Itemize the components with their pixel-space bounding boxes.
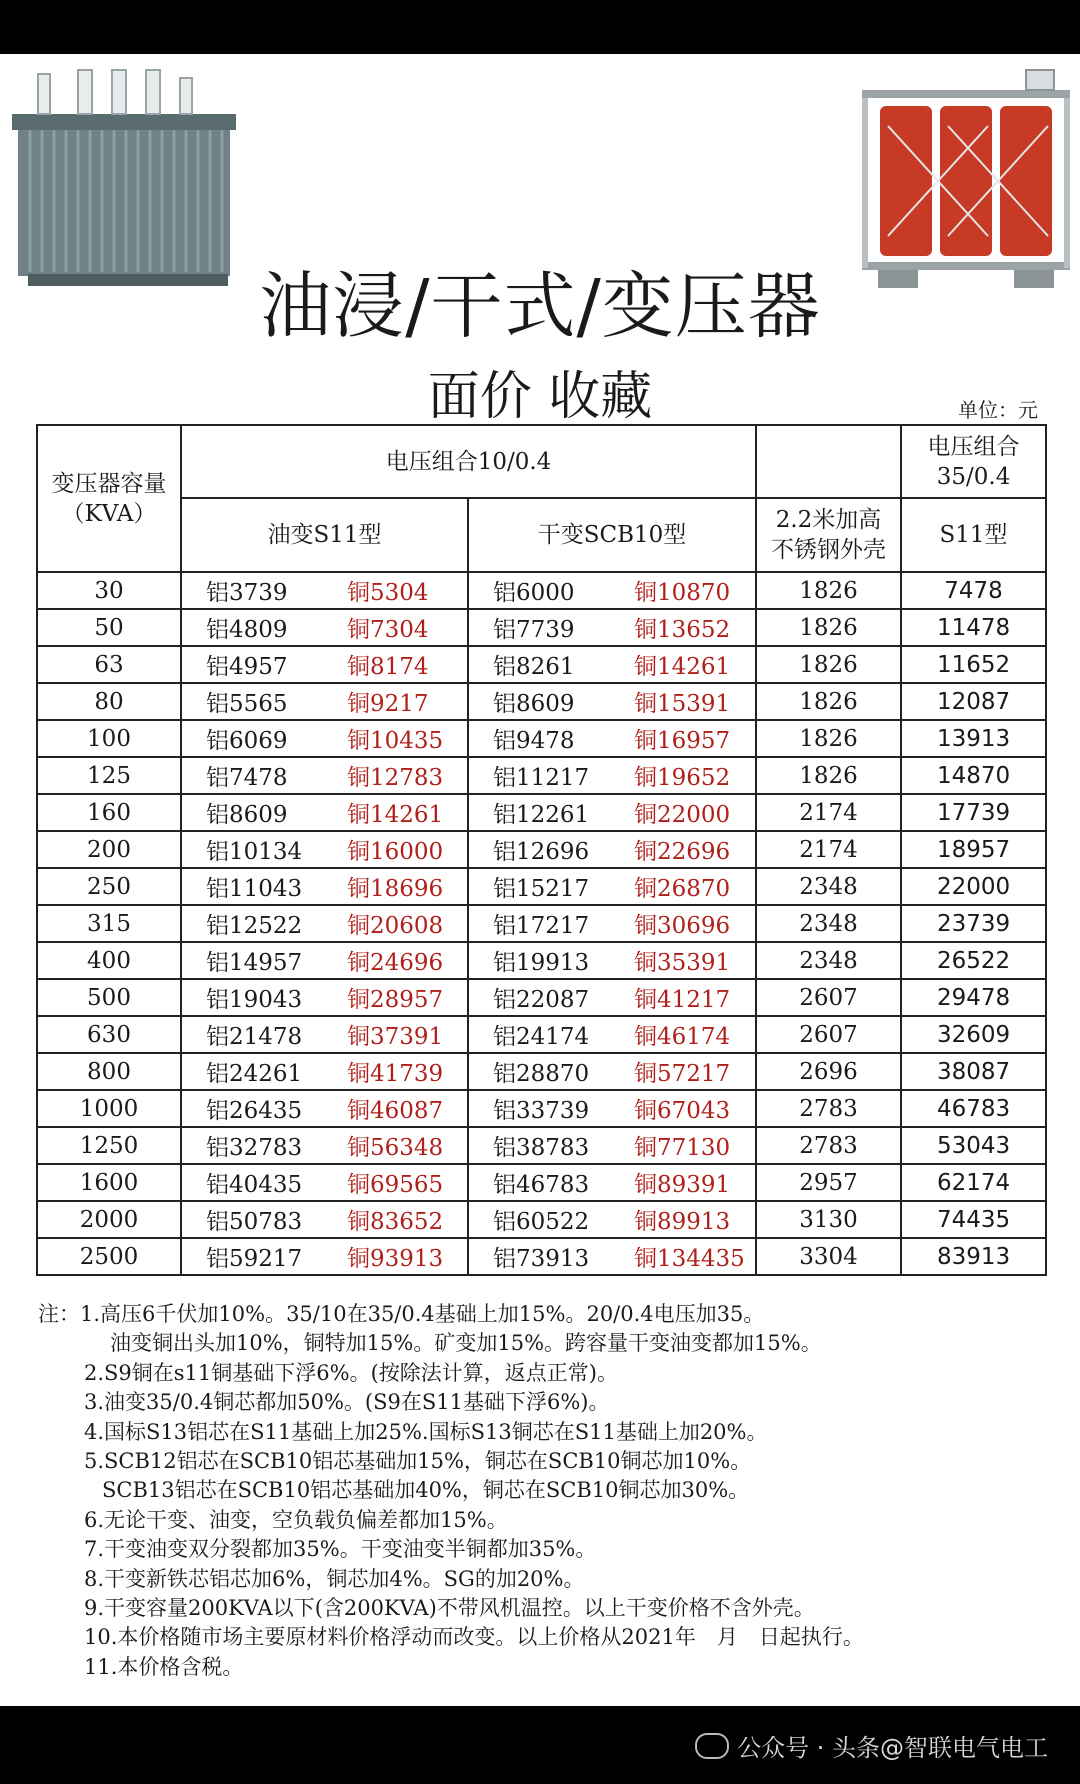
dry-copper-cell: 铜15391 bbox=[612, 683, 756, 720]
capacity-cell: 630 bbox=[37, 1016, 181, 1053]
s11-35-price-cell: 12087 bbox=[901, 683, 1046, 720]
table-row bbox=[37, 1201, 1046, 1238]
notes-section bbox=[38, 1300, 1048, 1682]
table-row bbox=[37, 831, 1046, 868]
dry-aluminum-cell: 铝33739 bbox=[468, 1090, 612, 1127]
dry-aluminum-cell: 铝12261 bbox=[468, 794, 612, 831]
dry-copper-cell: 铜22000 bbox=[612, 794, 756, 831]
oil-aluminum-cell: 铝4957 bbox=[181, 646, 325, 683]
oil-copper-cell: 铜83652 bbox=[325, 1201, 468, 1238]
capacity-cell: 400 bbox=[37, 942, 181, 979]
shell-price-cell: 3304 bbox=[756, 1238, 901, 1275]
capacity-cell: 2500 bbox=[37, 1238, 181, 1275]
shell-price-cell: 2348 bbox=[756, 905, 901, 942]
dry-copper-cell: 铜67043 bbox=[612, 1090, 756, 1127]
note-line: 2.S9铜在s11铜基础下浮6%。(按除法计算，返点正常)。 bbox=[84, 1360, 618, 1385]
dry-copper-cell: 铜46174 bbox=[612, 1016, 756, 1053]
shell-price-cell: 2783 bbox=[756, 1090, 901, 1127]
dry-transformer-image bbox=[858, 66, 1074, 290]
capacity-cell: 250 bbox=[37, 868, 181, 905]
oil-aluminum-cell: 铝26435 bbox=[181, 1090, 325, 1127]
oil-copper-cell: 铜10435 bbox=[325, 720, 468, 757]
dry-aluminum-cell: 铝7739 bbox=[468, 609, 612, 646]
s11-35-price-cell: 32609 bbox=[901, 1016, 1046, 1053]
oil-aluminum-cell: 铝32783 bbox=[181, 1127, 325, 1164]
note-line: 7.干变油变双分裂都加35%。干变油变半铜都加35%。 bbox=[84, 1537, 597, 1562]
dry-copper-cell: 铜19652 bbox=[612, 757, 756, 794]
s11-35-price-cell: 14870 bbox=[901, 757, 1046, 794]
dry-copper-cell: 铜89913 bbox=[612, 1201, 756, 1238]
dry-aluminum-cell: 铝12696 bbox=[468, 831, 612, 868]
s11-35-price-cell: 38087 bbox=[901, 1053, 1046, 1090]
header-steel-shell: 2.2米加高不锈钢外壳 bbox=[756, 498, 901, 572]
header-empty bbox=[756, 425, 901, 498]
dry-aluminum-cell: 铝9478 bbox=[468, 720, 612, 757]
dry-copper-cell: 铜89391 bbox=[612, 1164, 756, 1201]
dry-copper-cell: 铜13652 bbox=[612, 609, 756, 646]
s11-35-price-cell: 53043 bbox=[901, 1127, 1046, 1164]
table-row bbox=[37, 1053, 1046, 1090]
shell-price-cell: 2174 bbox=[756, 794, 901, 831]
capacity-cell: 1600 bbox=[37, 1164, 181, 1201]
note-line: SCB13铝芯在SCB10铝芯基础加40%，铜芯在SCB10铜芯加30%。 bbox=[102, 1478, 750, 1503]
table-row bbox=[37, 905, 1046, 942]
note-line: 6.无论干变、油变，空负载负偏差都加15%。 bbox=[84, 1507, 508, 1532]
shell-price-cell: 1826 bbox=[756, 572, 901, 609]
s11-35-price-cell: 23739 bbox=[901, 905, 1046, 942]
oil-aluminum-cell: 铝4809 bbox=[181, 609, 325, 646]
dry-copper-cell: 铜41217 bbox=[612, 979, 756, 1016]
table-row bbox=[37, 1090, 1046, 1127]
oil-aluminum-cell: 铝14957 bbox=[181, 942, 325, 979]
capacity-cell: 800 bbox=[37, 1053, 181, 1090]
header-s11-35: S11型 bbox=[901, 498, 1046, 572]
price-table bbox=[36, 424, 1047, 1276]
oil-aluminum-cell: 铝5565 bbox=[181, 683, 325, 720]
oil-aluminum-cell: 铝7478 bbox=[181, 757, 325, 794]
oil-aluminum-cell: 铝21478 bbox=[181, 1016, 325, 1053]
s11-35-price-cell: 7478 bbox=[901, 572, 1046, 609]
oil-copper-cell: 铜18696 bbox=[325, 868, 468, 905]
footer-watermark: 公众号 · 头条@智联电气电工 bbox=[695, 1728, 1048, 1763]
oil-copper-cell: 铜69565 bbox=[325, 1164, 468, 1201]
header-voltage-10-0.4: 电压组合10/0.4 bbox=[181, 425, 756, 498]
shell-price-cell: 2783 bbox=[756, 1127, 901, 1164]
dry-aluminum-cell: 铝46783 bbox=[468, 1164, 612, 1201]
note-line: 9.干变容量200KVA以下(含200KVA)不带风机温控。以上干变价格不含外壳。 bbox=[84, 1596, 815, 1621]
dry-aluminum-cell: 铝24174 bbox=[468, 1016, 612, 1053]
oil-copper-cell: 铜28957 bbox=[325, 979, 468, 1016]
dry-copper-cell: 铜30696 bbox=[612, 905, 756, 942]
dry-aluminum-cell: 铝8261 bbox=[468, 646, 612, 683]
oil-aluminum-cell: 铝50783 bbox=[181, 1201, 325, 1238]
oil-aluminum-cell: 铝40435 bbox=[181, 1164, 325, 1201]
s11-35-price-cell: 62174 bbox=[901, 1164, 1046, 1201]
oil-copper-cell: 铜20608 bbox=[325, 905, 468, 942]
dry-copper-cell: 铜14261 bbox=[612, 646, 756, 683]
oil-aluminum-cell: 铝6069 bbox=[181, 720, 325, 757]
capacity-cell: 80 bbox=[37, 683, 181, 720]
unit-label: 单位：元 bbox=[958, 398, 1038, 422]
s11-35-price-cell: 29478 bbox=[901, 979, 1046, 1016]
oil-aluminum-cell: 铝10134 bbox=[181, 831, 325, 868]
capacity-cell: 315 bbox=[37, 905, 181, 942]
oil-copper-cell: 铜37391 bbox=[325, 1016, 468, 1053]
note-line: 8.干变新铁芯铝芯加6%，铜芯加4%。SG的加20%。 bbox=[84, 1566, 585, 1591]
dry-aluminum-cell: 铝28870 bbox=[468, 1053, 612, 1090]
oil-copper-cell: 铜12783 bbox=[325, 757, 468, 794]
dry-aluminum-cell: 铝17217 bbox=[468, 905, 612, 942]
s11-35-price-cell: 46783 bbox=[901, 1090, 1046, 1127]
table-row bbox=[37, 794, 1046, 831]
dry-copper-cell: 铜16957 bbox=[612, 720, 756, 757]
header-voltage-35-0.4: 电压组合35/0.4 bbox=[901, 425, 1046, 498]
oil-aluminum-cell: 铝12522 bbox=[181, 905, 325, 942]
dry-aluminum-cell: 铝8609 bbox=[468, 683, 612, 720]
capacity-cell: 1250 bbox=[37, 1127, 181, 1164]
wechat-icon bbox=[695, 1733, 729, 1759]
shell-price-cell: 2174 bbox=[756, 831, 901, 868]
s11-35-price-cell: 17739 bbox=[901, 794, 1046, 831]
capacity-cell: 500 bbox=[37, 979, 181, 1016]
table-row bbox=[37, 979, 1046, 1016]
dry-copper-cell: 铜77130 bbox=[612, 1127, 756, 1164]
note-line: 4.国标S13铝芯在S11基础上加25%.国标S13铜芯在S11基础上加20%。 bbox=[84, 1419, 768, 1444]
dry-copper-cell: 铜134435 bbox=[612, 1238, 756, 1275]
capacity-cell: 160 bbox=[37, 794, 181, 831]
shell-price-cell: 2348 bbox=[756, 868, 901, 905]
shell-price-cell: 2607 bbox=[756, 979, 901, 1016]
capacity-cell: 63 bbox=[37, 646, 181, 683]
note-line: 注：1.高压6千伏加10%。35/10在35/0.4基础上加15%。20/0.4电压加35。 bbox=[38, 1302, 765, 1326]
oil-copper-cell: 铜24696 bbox=[325, 942, 468, 979]
shell-price-cell: 1826 bbox=[756, 609, 901, 646]
oil-copper-cell: 铜14261 bbox=[325, 794, 468, 831]
dry-aluminum-cell: 铝38783 bbox=[468, 1127, 612, 1164]
shell-price-cell: 2957 bbox=[756, 1164, 901, 1201]
dry-copper-cell: 铜35391 bbox=[612, 942, 756, 979]
capacity-cell: 2000 bbox=[37, 1201, 181, 1238]
oil-copper-cell: 铜5304 bbox=[325, 572, 468, 609]
s11-35-price-cell: 83913 bbox=[901, 1238, 1046, 1275]
dry-copper-cell: 铜22696 bbox=[612, 831, 756, 868]
table-row bbox=[37, 942, 1046, 979]
page-subtitle: 面价 收藏 bbox=[427, 367, 653, 427]
oil-copper-cell: 铜41739 bbox=[325, 1053, 468, 1090]
dry-copper-cell: 铜57217 bbox=[612, 1053, 756, 1090]
shell-price-cell: 3130 bbox=[756, 1201, 901, 1238]
note-line: 5.SCB12铝芯在SCB10铝芯基础加15%，铜芯在SCB10铜芯加10%。 bbox=[84, 1449, 752, 1474]
oil-copper-cell: 铜16000 bbox=[325, 831, 468, 868]
s11-35-price-cell: 74435 bbox=[901, 1201, 1046, 1238]
dry-aluminum-cell: 铝73913 bbox=[468, 1238, 612, 1275]
s11-35-price-cell: 22000 bbox=[901, 868, 1046, 905]
s11-35-price-cell: 11652 bbox=[901, 646, 1046, 683]
header-capacity: 变压器容量 （KVA） bbox=[37, 425, 181, 572]
dry-aluminum-cell: 铝22087 bbox=[468, 979, 612, 1016]
table-row bbox=[37, 646, 1046, 683]
capacity-cell: 100 bbox=[37, 720, 181, 757]
oil-aluminum-cell: 铝11043 bbox=[181, 868, 325, 905]
note-line: 10.本价格随市场主要原材料价格浮动而改变。以上价格从2021年 月 日起执行。 bbox=[84, 1625, 864, 1650]
table-row bbox=[37, 1238, 1046, 1275]
table-row bbox=[37, 683, 1046, 720]
shell-price-cell: 2607 bbox=[756, 1016, 901, 1053]
table-row bbox=[37, 720, 1046, 757]
dry-aluminum-cell: 铝6000 bbox=[468, 572, 612, 609]
shell-price-cell: 2696 bbox=[756, 1053, 901, 1090]
note-line: 11.本价格含税。 bbox=[84, 1654, 244, 1679]
oil-copper-cell: 铜46087 bbox=[325, 1090, 468, 1127]
capacity-cell: 1000 bbox=[37, 1090, 181, 1127]
dry-copper-cell: 铜26870 bbox=[612, 868, 756, 905]
table-row bbox=[37, 1016, 1046, 1053]
capacity-cell: 125 bbox=[37, 757, 181, 794]
oil-copper-cell: 铜9217 bbox=[325, 683, 468, 720]
table-row bbox=[37, 572, 1046, 609]
s11-35-price-cell: 18957 bbox=[901, 831, 1046, 868]
shell-price-cell: 1826 bbox=[756, 757, 901, 794]
oil-aluminum-cell: 铝24261 bbox=[181, 1053, 325, 1090]
table-row bbox=[37, 1164, 1046, 1201]
shell-price-cell: 2348 bbox=[756, 942, 901, 979]
oil-copper-cell: 铜93913 bbox=[325, 1238, 468, 1275]
header-dry-scb10: 干变SCB10型 bbox=[468, 498, 756, 572]
dry-aluminum-cell: 铝60522 bbox=[468, 1201, 612, 1238]
table-row bbox=[37, 757, 1046, 794]
dry-copper-cell: 铜10870 bbox=[612, 572, 756, 609]
capacity-cell: 50 bbox=[37, 609, 181, 646]
oil-aluminum-cell: 铝8609 bbox=[181, 794, 325, 831]
oil-copper-cell: 铜7304 bbox=[325, 609, 468, 646]
capacity-cell: 200 bbox=[37, 831, 181, 868]
dry-aluminum-cell: 铝15217 bbox=[468, 868, 612, 905]
dry-aluminum-cell: 铝19913 bbox=[468, 942, 612, 979]
shell-price-cell: 1826 bbox=[756, 646, 901, 683]
oil-copper-cell: 铜56348 bbox=[325, 1127, 468, 1164]
page-title: 油浸/干式/变压器 bbox=[259, 264, 821, 348]
capacity-cell: 30 bbox=[37, 572, 181, 609]
header-oil-s11: 油变S11型 bbox=[181, 498, 468, 572]
dry-aluminum-cell: 铝11217 bbox=[468, 757, 612, 794]
oil-copper-cell: 铜8174 bbox=[325, 646, 468, 683]
oil-aluminum-cell: 铝3739 bbox=[181, 572, 325, 609]
oil-aluminum-cell: 铝59217 bbox=[181, 1238, 325, 1275]
shell-price-cell: 1826 bbox=[756, 683, 901, 720]
table-row bbox=[37, 609, 1046, 646]
note-line: 3.油变35/0.4铜芯都加50%。(S9在S11基础下浮6%)。 bbox=[84, 1390, 610, 1415]
shell-price-cell: 1826 bbox=[756, 720, 901, 757]
note-line: 油变铜出头加10%，铜特加15%。矿变加15%。跨容量干变油变都加15%。 bbox=[110, 1331, 822, 1356]
s11-35-price-cell: 11478 bbox=[901, 609, 1046, 646]
s11-35-price-cell: 13913 bbox=[901, 720, 1046, 757]
s11-35-price-cell: 26522 bbox=[901, 942, 1046, 979]
oil-aluminum-cell: 铝19043 bbox=[181, 979, 325, 1016]
table-row bbox=[37, 1127, 1046, 1164]
table-row bbox=[37, 868, 1046, 905]
top-black-bar bbox=[0, 0, 1080, 54]
